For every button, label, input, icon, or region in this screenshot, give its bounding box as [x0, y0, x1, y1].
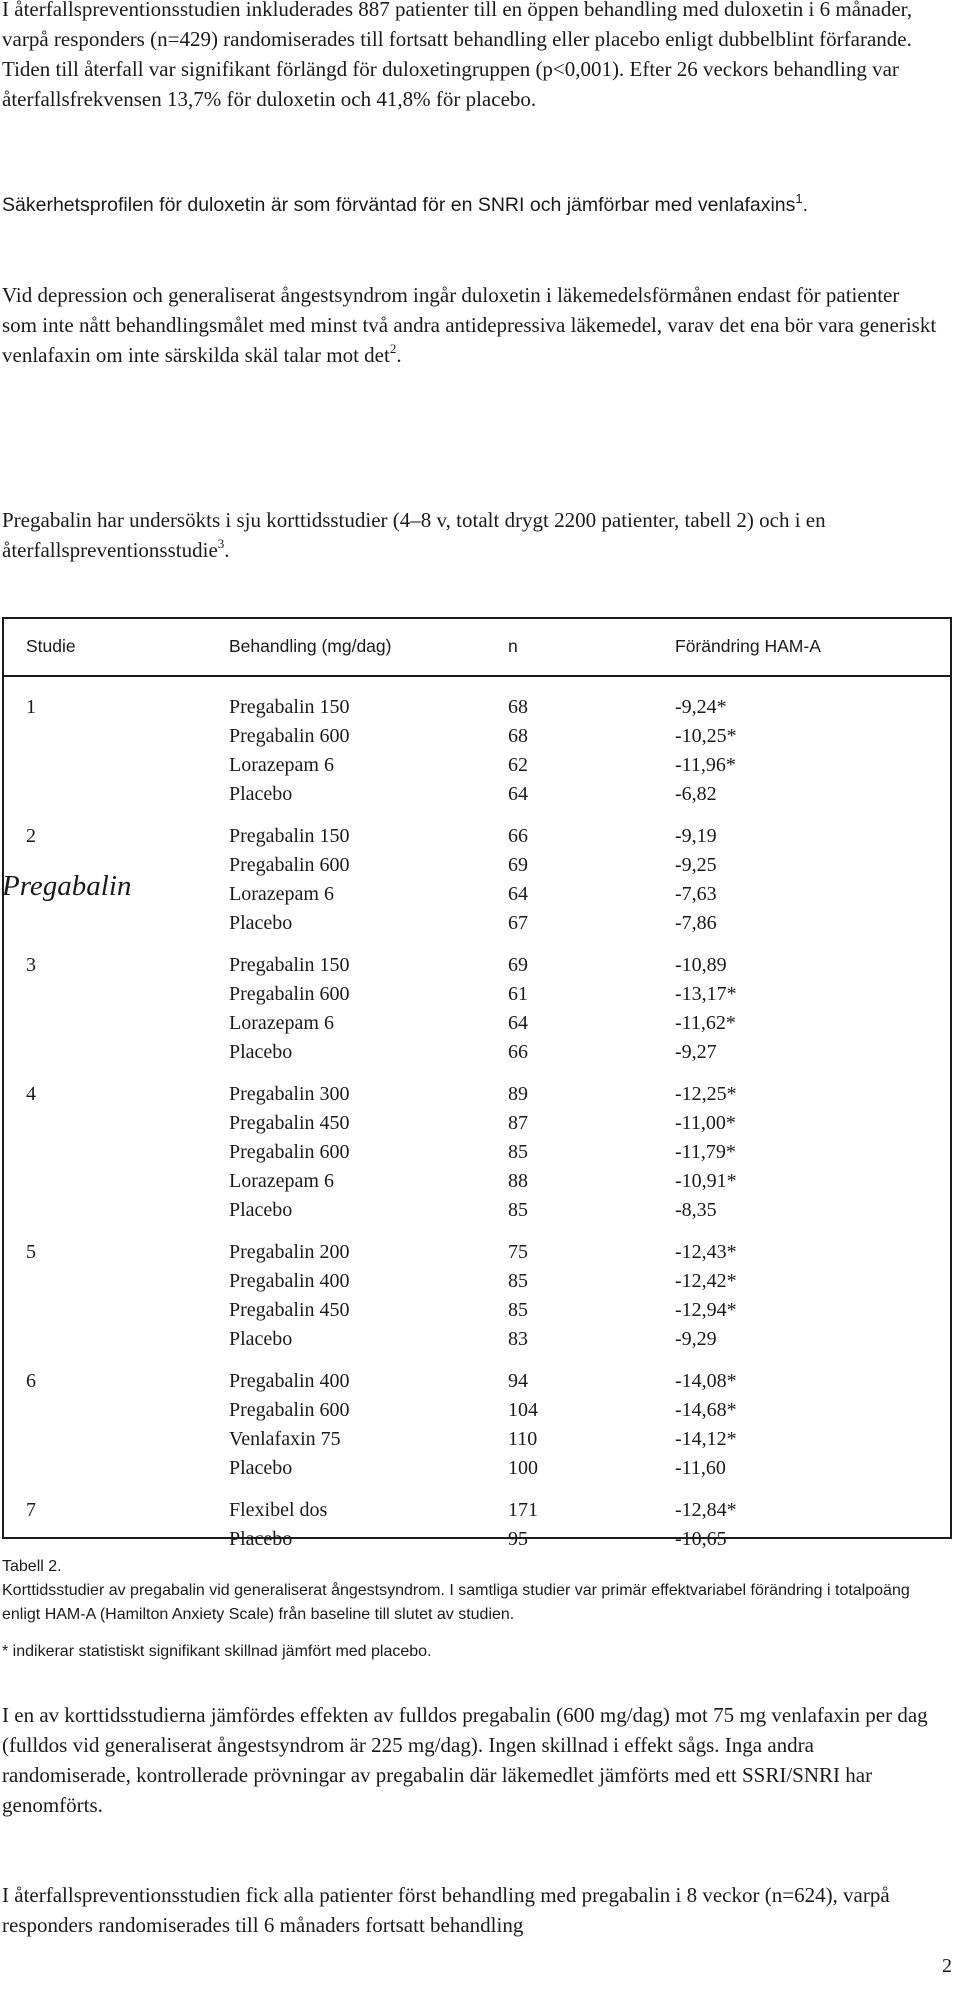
treatment-cell: Pregabalin 150 — [229, 696, 350, 718]
ham-a-change-cell: -11,60 — [675, 1457, 726, 1479]
treatment-column — [229, 1496, 327, 1554]
header-studie: Studie — [26, 636, 76, 656]
patient-count-cell: 69 — [508, 854, 528, 876]
ham-a-change-cell: -12,43* — [675, 1241, 737, 1263]
patient-count-cell: 67 — [508, 912, 528, 934]
section-heading-pregabalin: Pregabalin — [2, 870, 132, 902]
ham-a-change-column — [675, 822, 717, 938]
paragraph-duloxetin-reimbursement-text: Vid depression och generaliserat ångestsyndrom ingår duloxetin i läkemedelsförmånen endast för patienter som inte nått behandlingsmålet med minst två andra antidepressiva läkemedel, varav det ena bör vara generiskt venlafaxin om inte särskilda skäl talar mot det — [2, 283, 937, 367]
ham-a-change-column — [675, 1496, 737, 1554]
header-behandling: Behandling (mg/dag) — [229, 636, 392, 656]
treatment-cell: Flexibel dos — [229, 1499, 328, 1521]
study-number: 6 — [26, 1370, 36, 1392]
treatment-cell: Placebo — [229, 1328, 293, 1350]
patient-count-cell: 88 — [508, 1170, 528, 1192]
ham-a-change-cell: -9,29 — [675, 1328, 717, 1350]
patient-count-cell: 85 — [508, 1299, 528, 1321]
treatment-cell: Pregabalin 400 — [229, 1270, 350, 1292]
ham-a-change-cell: -8,35 — [675, 1199, 717, 1221]
treatment-cell: Pregabalin 600 — [229, 1399, 350, 1421]
treatment-cell: Placebo — [229, 1199, 293, 1221]
patient-count-cell: 68 — [508, 725, 528, 747]
treatment-cell: Placebo — [229, 1528, 293, 1550]
paragraph-pregabalin-intro — [2, 505, 937, 565]
patient-count-cell: 94 — [508, 1370, 528, 1392]
ham-a-change-cell: -11,00* — [675, 1112, 736, 1134]
ham-a-change-column — [675, 693, 737, 809]
treatment-column — [229, 951, 350, 1067]
study-number: 3 — [26, 954, 36, 976]
pregabalin-studies-table — [2, 617, 952, 1550]
treatment-cell: Pregabalin 600 — [229, 854, 350, 876]
patient-count-cell: 89 — [508, 1083, 528, 1105]
treatment-cell: Lorazepam 6 — [229, 883, 334, 905]
ham-a-change-cell: -12,94* — [675, 1299, 737, 1321]
ham-a-change-cell: -11,96* — [675, 754, 736, 776]
patient-count-cell: 110 — [508, 1428, 538, 1450]
ham-a-change-cell: -10,91* — [675, 1170, 737, 1192]
ham-a-change-column — [675, 1080, 737, 1225]
ham-a-change-cell: -7,63 — [675, 883, 717, 905]
treatment-cell: Pregabalin 150 — [229, 825, 350, 847]
ham-a-change-cell: -14,08* — [675, 1370, 737, 1392]
treatment-cell: Pregabalin 200 — [229, 1241, 350, 1263]
treatment-cell: Pregabalin 150 — [229, 954, 350, 976]
treatment-cell: Pregabalin 400 — [229, 1370, 350, 1392]
reference-2: 2 — [389, 341, 397, 356]
treatment-column — [229, 1367, 350, 1483]
ham-a-change-cell: -13,17* — [675, 983, 737, 1005]
ham-a-change-cell: -12,25* — [675, 1083, 737, 1105]
treatment-cell: Placebo — [229, 912, 293, 934]
page-number: 2 — [942, 1955, 952, 1977]
treatment-cell: Pregabalin 600 — [229, 725, 350, 747]
patient-count-cell: 100 — [508, 1457, 538, 1479]
patient-count-cell: 83 — [508, 1328, 528, 1350]
treatment-cell: Placebo — [229, 783, 293, 805]
ham-a-change-column — [675, 951, 737, 1067]
patient-count-cell: 75 — [508, 1241, 528, 1263]
ham-a-change-cell: -12,84* — [675, 1499, 737, 1521]
patient-count-cell: 171 — [508, 1499, 538, 1521]
ham-a-change-cell: -9,19 — [675, 825, 717, 847]
header-forandring-ham-a: Förändring HAM-A — [675, 636, 821, 656]
caption-note: * indikerar statistiskt signifikant skillnad jämfört med placebo. — [2, 1643, 432, 1660]
reference-1: 1 — [795, 190, 803, 206]
table-header-row — [4, 619, 950, 677]
paragraph-duloxetin-safety — [2, 190, 937, 220]
patient-count-cell: 68 — [508, 696, 528, 718]
patient-count-cell: 69 — [508, 954, 528, 976]
patient-count-cell: 85 — [508, 1199, 528, 1221]
treatment-cell: Pregabalin 450 — [229, 1299, 350, 1321]
treatment-cell: Pregabalin 450 — [229, 1112, 350, 1134]
study-number: 2 — [26, 825, 36, 847]
treatment-cell: Placebo — [229, 1041, 293, 1063]
ham-a-change-cell: -10,25* — [675, 725, 737, 747]
header-n: n — [508, 636, 518, 656]
reference-3: 3 — [217, 536, 225, 551]
patient-count-cell: 85 — [508, 1141, 528, 1163]
study-number: 5 — [26, 1241, 36, 1263]
ham-a-change-cell: -9,27 — [675, 1041, 717, 1063]
ham-a-change-cell: -10,65 — [675, 1528, 727, 1550]
treatment-column — [229, 1080, 350, 1225]
paragraph-duloxetin-reimbursement — [2, 280, 937, 370]
ham-a-change-cell: -11,62* — [675, 1012, 736, 1034]
caption-label: Tabell 2. — [2, 1558, 62, 1575]
patient-count-cell: 64 — [508, 883, 528, 905]
ham-a-change-cell: -7,86 — [675, 912, 717, 934]
paragraph-pregabalin-intro-text: Pregabalin har undersökts i sju korttidsstudier (4–8 v, totalt drygt 2200 patienter, tabell 2) och i en återfallspreventionsstudie — [2, 508, 826, 562]
patient-count-column — [508, 693, 528, 809]
ham-a-change-cell: -12,42* — [675, 1270, 737, 1292]
treatment-cell: Placebo — [229, 1457, 293, 1479]
study-number: 4 — [26, 1083, 36, 1105]
ham-a-change-cell: -11,79* — [675, 1141, 736, 1163]
paragraph-duloxetin-safety-end: . — [802, 194, 809, 216]
patient-count-cell: 66 — [508, 1041, 528, 1063]
ham-a-change-cell: -10,89 — [675, 954, 727, 976]
patient-count-column — [508, 951, 528, 1067]
treatment-column — [229, 1238, 350, 1354]
patient-count-column — [508, 1367, 538, 1483]
treatment-cell: Pregabalin 300 — [229, 1083, 350, 1105]
patient-count-cell: 64 — [508, 1012, 528, 1034]
treatment-cell: Venlafaxin 75 — [229, 1428, 341, 1450]
patient-count-column — [508, 822, 528, 938]
paragraph-duloxetin-safety-text: Säkerhetsprofilen för duloxetin är som förväntad för en SNRI och jämförbar med venlafaxins — [2, 194, 796, 216]
study-number: 7 — [26, 1499, 36, 1521]
patient-count-cell: 85 — [508, 1270, 528, 1292]
ham-a-change-cell: -9,24* — [675, 696, 727, 718]
paragraph-duloxetin-reimbursement-end: . — [396, 343, 402, 367]
patient-count-cell: 87 — [508, 1112, 528, 1134]
patient-count-column — [508, 1496, 538, 1554]
paragraph-pregabalin-intro-end: . — [224, 538, 230, 562]
treatment-cell: Lorazepam 6 — [229, 1170, 334, 1192]
treatment-cell: Lorazepam 6 — [229, 754, 334, 776]
patient-count-cell: 95 — [508, 1528, 528, 1550]
ham-a-change-cell: -9,25 — [675, 854, 717, 876]
patient-count-column — [508, 1238, 528, 1354]
caption-text: Korttidsstudier av pregabalin vid generaliserat ångestsyndrom. I samtliga studier var primär effektvariabel förändring i totalpoäng enligt HAM-A (Hamilton Anxiety Scale) från baseline till slutet av studien. — [2, 1582, 910, 1623]
ham-a-change-column — [675, 1367, 737, 1483]
ham-a-change-cell: -14,68* — [675, 1399, 737, 1421]
patient-count-cell: 64 — [508, 783, 528, 805]
ham-a-change-cell: -6,82 — [675, 783, 717, 805]
treatment-cell: Pregabalin 600 — [229, 983, 350, 1005]
treatment-cell: Pregabalin 600 — [229, 1141, 350, 1163]
ham-a-change-cell: -14,12* — [675, 1428, 737, 1450]
treatment-column — [229, 822, 350, 938]
patient-count-cell: 61 — [508, 983, 528, 1005]
ham-a-change-column — [675, 1238, 737, 1354]
patient-count-cell: 104 — [508, 1399, 538, 1421]
patient-count-cell: 62 — [508, 754, 528, 776]
patient-count-column — [508, 1080, 528, 1225]
treatment-cell: Lorazepam 6 — [229, 1012, 334, 1034]
paragraph-pregabalin-relapse: I återfallspreventionsstudien fick alla patienter först behandling med pregabalin i 8 veckor (n=624), varpå responders randomiserades till 6 månaders fortsatt behandling — [2, 1883, 890, 1937]
study-number: 1 — [26, 696, 36, 718]
treatment-column — [229, 693, 350, 809]
patient-count-cell: 66 — [508, 825, 528, 847]
paragraph-duloxetin-relapse: I återfallspreventionsstudien inkluderades 887 patienter till en öppen behandling med duloxetin i 6 månader, varpå responders (n=429) randomiserades till fortsatt behandling eller placebo enligt dubbelblint förfarande. Tiden till återfall var signifikant förlängd för duloxetingruppen (p<0,001). Efter 26 veckors behandling var återfallsfrekvensen 13,7% för duloxetin och 41,8% för placebo. — [2, 0, 913, 111]
paragraph-venlafaxin-comparison: I en av korttidsstudierna jämfördes effekten av fulldos pregabalin (600 mg/dag) mot 75 mg venlafaxin per dag (fulldos vid generaliserat ångestsyndrom är 225 mg/dag). Ingen skillnad i effekt sågs. Inga andra randomiserade, kontrollerade prövningar av pregabalin där läkemedlet jämförts med ett SSRI/SNRI har genomförts. — [2, 1703, 928, 1817]
